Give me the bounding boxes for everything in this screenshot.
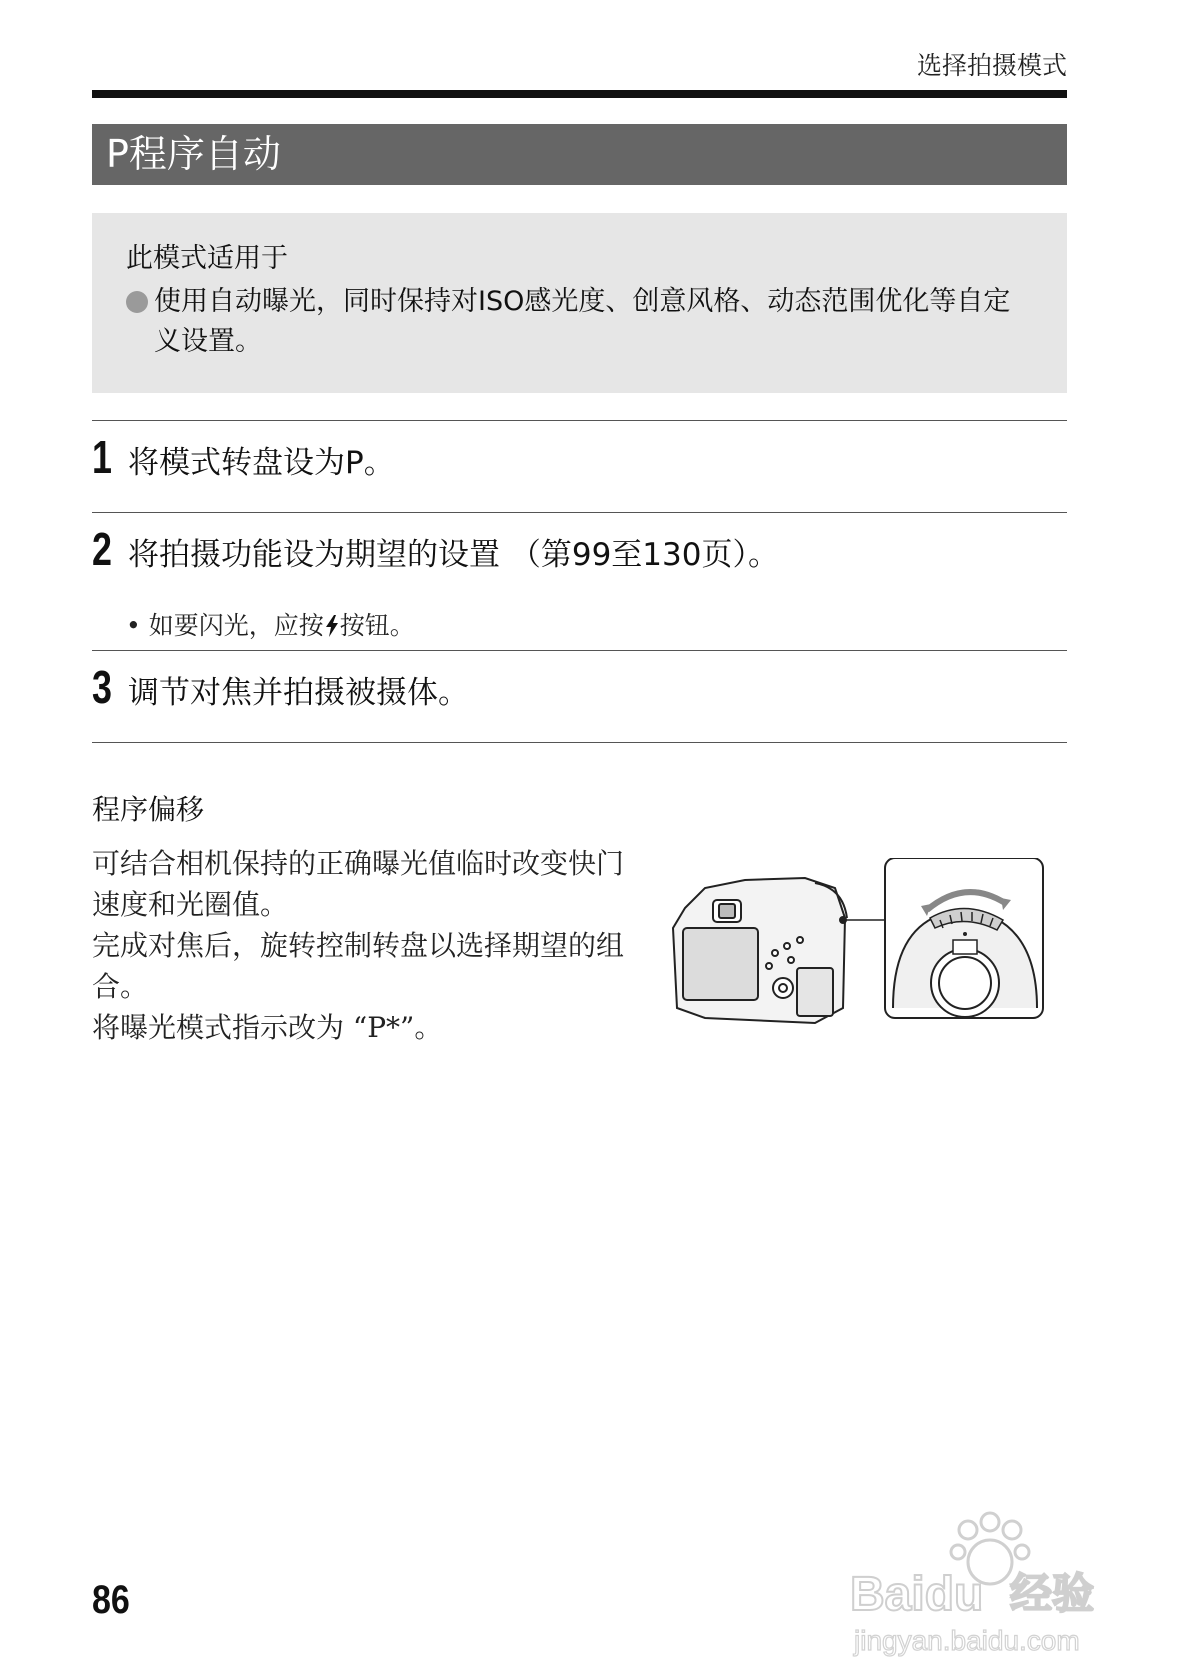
program-shift-description [92,843,632,1048]
watermark-brand-cn: 经验 [1010,1569,1095,1618]
step-number: 1 [92,431,112,483]
step-text: 将模式转盘设为P。 [128,445,395,481]
step-divider [92,650,1067,651]
step-divider [92,742,1067,743]
flash-icon [325,615,339,637]
step-2-note [126,606,415,642]
step-note-text: • 如要闪光，应按 [126,611,324,640]
usage-item [126,282,1037,362]
step-2 [92,522,779,576]
step-3 [92,660,469,714]
step-note-text-end: 按钮。 [339,611,415,640]
step-divider [92,420,1067,421]
bullet-dot-icon [126,291,148,313]
section-header-label: 选择拍摄模式 [916,51,1067,80]
camera-body-icon [673,878,847,1023]
watermark-brand: Baidu [850,1568,984,1621]
program-shift-title: 程序偏移 [92,793,205,826]
paragraph: 完成对焦后，旋转控制转盘以选择期望的组合。 [92,929,625,1003]
page-number: 86 [92,1578,130,1622]
camera-control-dial-illustration [665,858,1065,1038]
usage-box [92,213,1067,393]
usage-item-text: 使用自动曝光，同时保持对ISO感光度、创意风格、动态范围优化等自定义设置。 [154,286,1011,357]
step-number: 2 [92,523,112,575]
step-text: 将拍摄功能设为期望的设置 （第99至130页）。 [128,537,779,573]
header-rule [92,90,1067,98]
step-text: 调节对焦并拍摄被摄体。 [128,675,469,711]
watermark-url: jingyan.baidu.com [854,1625,1080,1656]
paragraph: 将曝光模式指示改为 “P*”。 [92,1011,443,1044]
paragraph: 可结合相机保持的正确曝光值临时改变快门速度和光圈值。 [92,847,625,921]
control-dial-closeup-icon [885,858,1043,1018]
step-number: 3 [92,661,112,713]
step-divider [92,512,1067,513]
step-1 [92,430,395,484]
usage-heading: 此模式适用于 [126,243,288,274]
page-title: P程序自动 [92,124,1067,185]
baidu-jingyan-watermark [850,1510,1130,1660]
